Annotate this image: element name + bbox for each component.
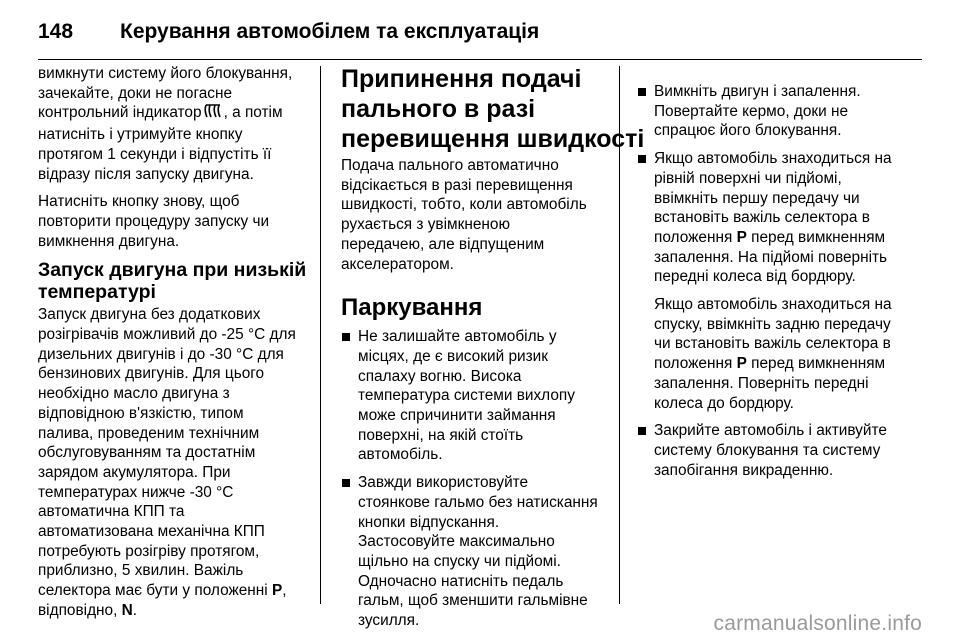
column-divider-1 (320, 66, 321, 604)
heading-cold-start: Запуск двигуна при низькій температурі (38, 259, 307, 304)
page-header (38, 14, 539, 50)
page-number: 148 (38, 20, 74, 43)
bullet-fire-risk: Не залишайте автомобіль у місцях, де є високий ризик спалаху вогню. Висока температура системи вихлопу може спричинити займання поверхні, на якій стоїть автомобіль. (341, 327, 616, 465)
paragraph-indicator-wait: вимкнути систему його блокування, зачекайте, доки не погасне контрольний індикатор , а потім натисніть і утримуйте кнопку протягом 1 секунди і відпустіть її відразу після запуску двигуна. (38, 65, 293, 183)
column-2 (341, 64, 645, 639)
header-divider (38, 59, 922, 60)
bullet-lock-vehicle: Закрийте автомобіль і активуйте систему блокування та систему запобігання викраденню. (637, 421, 917, 480)
watermark: carmanualsonline.info (713, 612, 922, 635)
heading-fuel-cutoff: Припинення подачі пального в разі перевищення швидкості (341, 65, 645, 153)
paragraph-downhill: Якщо автомобіль знаходиться на спуску, ввімкніть задню передачу чи встановіть важіль селектора в положення P перед вимкненням запалення. Поверніть передні колеса до бордюру. (654, 296, 892, 412)
page-title: Керування автомобілем та експлуатація (120, 20, 540, 43)
column-3 (637, 82, 917, 488)
bullet-level-or-uphill: Якщо автомобіль знаходиться на рівній поверхні чи підйомі, ввімкніть першу передачу чи встановіть важіль селектора в положення P перед вимкненням запалення. На підйомі поверніть передні колеса від бордюру. (637, 149, 917, 287)
paragraph-repeat: Натисніть кнопку знову, щоб повторити процедуру запуску чи вимкнення двигуна. (38, 193, 270, 250)
column-1 (38, 64, 310, 629)
bullet-switch-off-engine: Вимкніть двигун і запалення. Повертайте кермо, доки не спрацює його блокування. (637, 82, 917, 141)
paragraph-fuel-cutoff: Подача пального автоматично відсікається в разі перевищення швидкості, тобто, коли автомобіль рухається з увімкненою передачею, але відпущеним акселератором. (341, 157, 587, 273)
bullet-parking-brake: Завжди використовуйте стоянкове гальмо без натискання кнопки відпускання. Застосовуйте максимально щільно на спуску чи підйомі. Одночасно натисніть педаль гальм, щоб зменшити гальмівне зусилля. (341, 473, 616, 631)
glow-plug-indicator-icon (204, 103, 222, 125)
heading-parking: Паркування (341, 294, 483, 322)
paragraph-cold-start: Запуск двигуна без додаткових розігрівачів можливий до -25 °C для дизельних двигунів і до -30 °C для бензинових двигунів. Для цього необхідно масло двигуна з відповідною в'язкістю, типом палива, проведеним технічним обслуговуванням та достатнім зарядом акумулятора. При температурах нижче -30 °C автоматична КПП та автоматизована механічна КПП потребують розігріву протягом, приблизно, 5 хвилин. Важіль селектора має бути у положенні P, відповідно, N. (38, 306, 296, 619)
